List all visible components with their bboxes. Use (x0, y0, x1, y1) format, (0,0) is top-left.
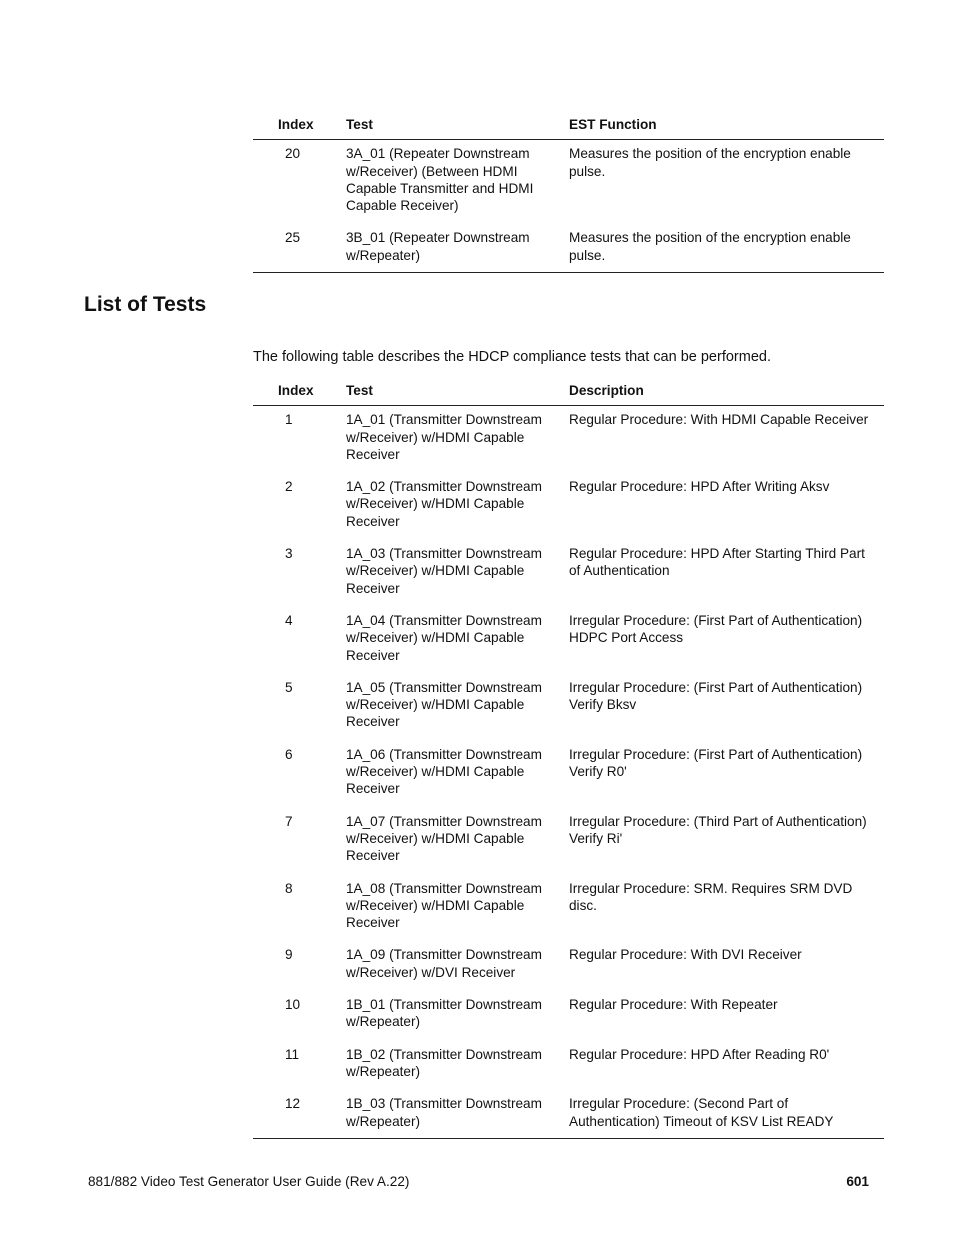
row-index: 8 (285, 880, 293, 896)
row-index: 9 (285, 947, 293, 963)
row-test: 1A_06 (Transmitter Downstream w/Receiver) w/HDMI Capable Receiver (346, 746, 542, 797)
table-row (253, 679, 884, 731)
row-index: 1 (285, 412, 293, 428)
row-description: Regular Procedure: HPD After Reading R0' (569, 1046, 830, 1062)
row-description: Irregular Procedure: (First Part of Authentication) HDPC Port Access (569, 612, 863, 646)
row-description: Regular Procedure: With Repeater (569, 997, 778, 1013)
table-row (253, 1095, 884, 1138)
row-description: Regular Procedure: HPD After Starting Third Part of Authentication (569, 546, 865, 579)
row-description: Regular Procedure: HPD After Writing Aksv (569, 479, 830, 495)
row-description: Irregular Procedure: (First Part of Authentication) Verify R0' (569, 746, 863, 780)
table-bottom-rule (253, 272, 884, 273)
row-index: 11 (285, 1046, 300, 1062)
row-test: 1A_04 (Transmitter Downstream w/Receiver) w/HDMI Capable Receiver (346, 612, 542, 663)
row-est-function: Measures the position of the encryption enable pulse. (569, 146, 851, 179)
header-index: Index (278, 383, 314, 398)
table-row (253, 478, 884, 530)
row-index: 2 (285, 479, 293, 495)
row-index: 5 (285, 679, 293, 695)
row-test: 3A_01 (Repeater Downstream w/Receiver) (Between HDMI Capable Transmitter and HDMI Capable Receiver) (346, 146, 534, 214)
footer-guide-title: 881/882 Video Test Generator User Guide (Rev A.22) (88, 1174, 410, 1189)
table-header (253, 382, 884, 406)
table-body (253, 411, 884, 1138)
row-test: 1A_01 (Transmitter Downstream w/Receiver) w/HDMI Capable Receiver (346, 412, 542, 462)
row-description: Irregular Procedure: SRM. Requires SRM DVD disc. (569, 880, 853, 913)
row-index: 7 (285, 813, 293, 829)
row-index: 3 (285, 546, 293, 562)
row-index: 20 (285, 146, 301, 162)
row-test: 3B_01 (Repeater Downstream w/Repeater) (346, 230, 530, 263)
row-description: Irregular Procedure: (First Part of Authentication) Verify Bksv (569, 679, 863, 713)
row-test: 1A_02 (Transmitter Downstream w/Receiver) w/HDMI Capable Receiver (346, 479, 542, 529)
row-test: 1A_08 (Transmitter Downstream w/Receiver) w/HDMI Capable Receiver (346, 880, 542, 931)
table-row (253, 411, 884, 463)
row-description: Irregular Procedure: (Third Part of Authentication) Verify Ri' (569, 813, 867, 846)
row-index: 12 (285, 1096, 301, 1112)
row-description: Irregular Procedure: (Second Part of Authentication) Timeout of KSV List READY (569, 1096, 834, 1129)
row-test: 1A_07 (Transmitter Downstream w/Receiver) w/HDMI Capable Receiver (346, 813, 542, 864)
table-row (253, 946, 884, 981)
header-test: Test (346, 383, 373, 398)
table-row (253, 545, 884, 597)
page-number: 601 (846, 1174, 869, 1189)
table-row (253, 880, 884, 932)
table-row (253, 229, 884, 272)
table-row (253, 145, 884, 214)
table-row (253, 612, 884, 664)
row-description: Regular Procedure: With HDMI Capable Receiver (569, 412, 869, 428)
header-est-function: EST Function (569, 117, 657, 132)
row-description: Regular Procedure: With DVI Receiver (569, 947, 802, 963)
header-index: Index (278, 117, 314, 132)
row-index: 4 (285, 612, 293, 628)
row-test: 1A_09 (Transmitter Downstream w/Receiver) w/DVI Receiver (346, 947, 542, 980)
row-test: 1B_03 (Transmitter Downstream w/Repeater) (346, 1096, 542, 1129)
est-function-table (253, 116, 884, 273)
section-title: List of Tests (84, 293, 207, 316)
header-test: Test (346, 117, 373, 132)
tests-table (253, 382, 884, 1139)
table-row (253, 1046, 884, 1081)
row-index: 6 (285, 746, 293, 762)
intro-paragraph: The following table describes the HDCP compliance tests that can be performed. (253, 349, 771, 365)
row-index: 10 (285, 997, 301, 1013)
table-header (253, 116, 884, 140)
row-test: 1A_03 (Transmitter Downstream w/Receiver) w/HDMI Capable Receiver (346, 546, 542, 596)
row-test: 1A_05 (Transmitter Downstream w/Receiver) w/HDMI Capable Receiver (346, 679, 542, 730)
table-row (253, 746, 884, 798)
row-test: 1B_01 (Transmitter Downstream w/Repeater) (346, 997, 542, 1030)
row-test: 1B_02 (Transmitter Downstream w/Repeater) (346, 1046, 542, 1079)
row-index: 25 (285, 230, 301, 246)
table-row (253, 813, 884, 865)
table-bottom-rule (253, 1138, 884, 1139)
row-est-function: Measures the position of the encryption enable pulse. (569, 230, 851, 263)
table-row (253, 996, 884, 1031)
header-description: Description (569, 383, 644, 398)
